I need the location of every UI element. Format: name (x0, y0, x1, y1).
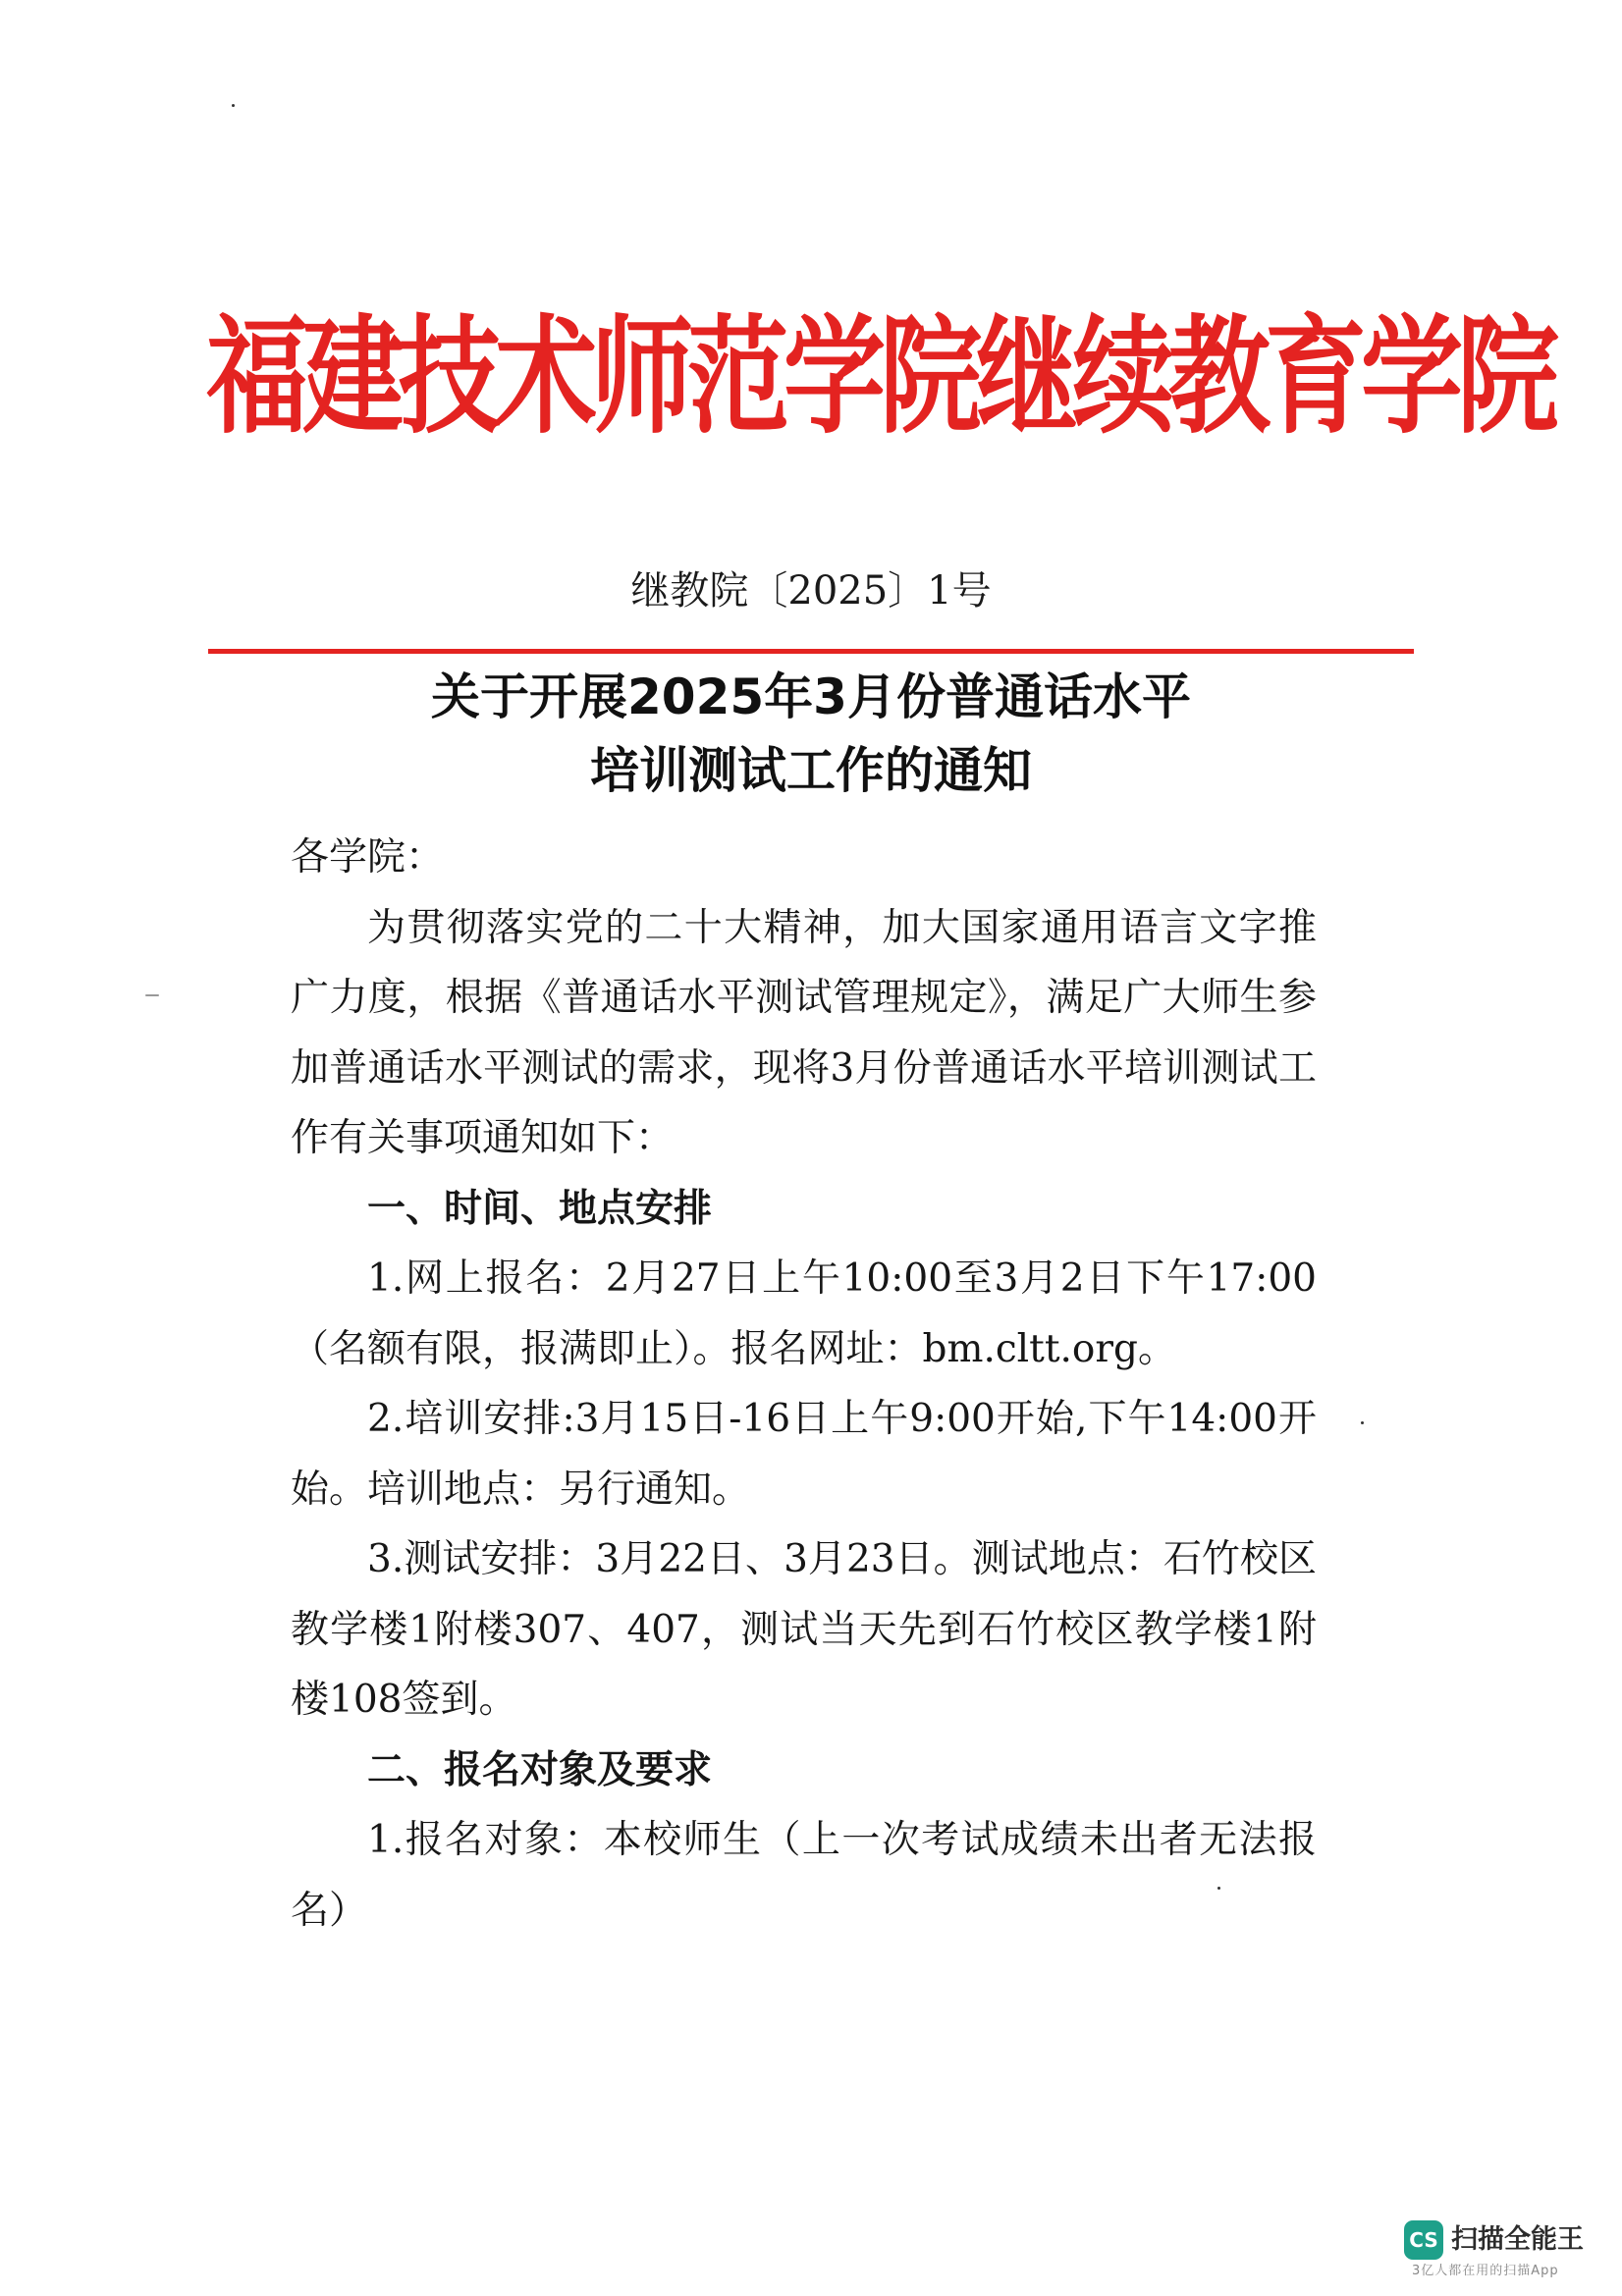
section-1-item-1: 1.网上报名：2月27日上午10:00至3月2日下午17:00（名额有限，报满即止）。报名网址：bm.cltt.org。 (291, 1256, 1317, 1371)
salutation: 各学院： (291, 835, 445, 880)
scan-speck (1217, 1887, 1220, 1890)
scan-speck (232, 104, 235, 107)
section-1-item-3: 3.测试安排：3月22日、3月23日。测试地点：石竹校区教学楼1附楼307、407，测试当天先到石竹校区教学楼1附楼108签到。 (291, 1537, 1317, 1722)
watermark-slogan: 3亿人都在用的扫描App (1412, 2264, 1559, 2278)
intro-paragraph: 为贯彻落实党的二十大精神，加大国家通用语言文字推广力度，根据《普通话水平测试管理规定》，满足广大师生参加普通话水平测试的需求，现将3月份普通话水平培训测试工作有关事项通知如下： (291, 905, 1317, 1160)
document-number: 继教院〔2025〕1号 (630, 568, 992, 614)
section-2-heading: 二、报名对象及要求 (367, 1747, 713, 1792)
notice-title-line-2: 培训测试工作的通知 (590, 742, 1032, 799)
scan-speck (1361, 1421, 1364, 1424)
letterhead-institution-name: 福建技术师范学院继续教育学院 (206, 300, 1554, 452)
scan-mark (145, 994, 159, 996)
section-2-item-1: 1.报名对象：本校师生（上一次考试成绩未出者无法报名） (291, 1818, 1317, 1933)
notice-body (291, 823, 1317, 1946)
scanner-app-watermark (1404, 2216, 1600, 2278)
section-1-item-2: 2.培训安排:3月15日-16日上午9:00开始,下午14:00开始。培训地点：另行通知。 (291, 1397, 1317, 1512)
red-divider-line (208, 649, 1414, 654)
section-1-heading: 一、时间、地点安排 (367, 1186, 713, 1231)
camscanner-logo-icon: CS (1404, 2220, 1443, 2260)
notice-title-line-1: 关于开展2025年3月份普通话水平 (431, 668, 1191, 725)
watermark-app-name: 扫描全能王 (1451, 2224, 1584, 2255)
